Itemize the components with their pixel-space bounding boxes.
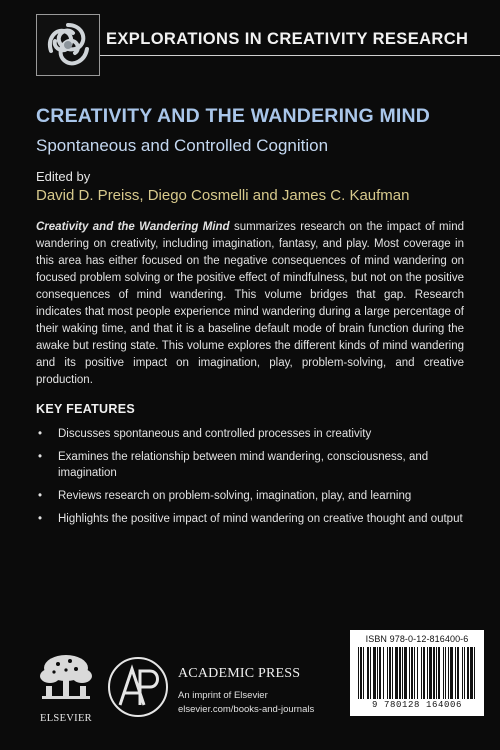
barcode-bar xyxy=(455,647,456,699)
imprint-line: An imprint of Elsevier xyxy=(178,690,268,701)
barcode-bar xyxy=(470,647,473,699)
barcode-bar xyxy=(457,647,459,699)
key-features-list xyxy=(36,426,466,534)
barcode-bar xyxy=(417,647,418,699)
barcode-bar xyxy=(464,647,465,699)
feature-text: Reviews research on problem-solving, imagination, play, and learning xyxy=(58,490,412,502)
book-title: CREATIVITY AND THE WANDERING MIND xyxy=(36,105,431,127)
list-item xyxy=(36,511,466,527)
elsevier-tree-logo-icon xyxy=(36,652,96,706)
barcode-bar xyxy=(427,647,428,699)
edited-by-label: Edited by xyxy=(36,169,91,184)
barcode-bar xyxy=(367,647,369,699)
barcode-bar xyxy=(414,647,415,699)
barcode-bar xyxy=(409,647,410,699)
list-item xyxy=(36,488,466,504)
book-description xyxy=(36,219,464,389)
academic-press-ap-logo-icon xyxy=(106,655,170,719)
barcode-bar xyxy=(450,647,453,699)
barcode-bar xyxy=(383,647,384,699)
feature-text: Discusses spontaneous and controlled processes in creativity xyxy=(58,428,372,440)
description-lead-title: Creativity and the Wandering Mind xyxy=(36,221,230,233)
elsevier-wordmark: ELSEVIER xyxy=(40,713,92,724)
barcode-bar xyxy=(445,647,446,699)
barcode-bar xyxy=(429,647,432,699)
elsevier-logo xyxy=(36,652,96,724)
knot-emblem-icon xyxy=(37,15,99,75)
series-divider xyxy=(100,55,500,56)
barcode-bar xyxy=(360,647,362,699)
key-features-heading: KEY FEATURES xyxy=(36,402,135,416)
book-subtitle: Spontaneous and Controlled Cognition xyxy=(36,136,329,155)
barcode-block xyxy=(350,630,484,716)
barcode-bar xyxy=(448,647,449,699)
list-item xyxy=(36,426,466,442)
barcode-bar xyxy=(402,647,403,699)
list-item xyxy=(36,449,466,481)
barcode-bars xyxy=(356,647,478,699)
barcode-bar xyxy=(387,647,388,699)
bullet-icon: • xyxy=(38,451,43,463)
barcode-bar xyxy=(389,647,391,699)
academic-press-text xyxy=(178,666,314,715)
bullet-icon: • xyxy=(38,513,43,525)
barcode-bar xyxy=(373,647,376,699)
barcode-bar xyxy=(379,647,381,699)
barcode-bar xyxy=(392,647,393,699)
barcode-bar xyxy=(404,647,407,699)
isbn-label: ISBN 978-0-12-816400-6 xyxy=(365,634,469,644)
feature-text: Examines the relationship between mind wandering, consciousness, and imagination xyxy=(58,451,429,479)
barcode-bar xyxy=(370,647,371,699)
feature-text: Highlights the positive impact of mind wandering on creative thought and output xyxy=(58,513,463,525)
barcode-bar xyxy=(462,647,463,699)
barcode-bar xyxy=(433,647,435,699)
barcode-bar xyxy=(411,647,413,699)
barcode-bar xyxy=(377,647,378,699)
publisher-url: elsevier.com/books-and-journals xyxy=(178,704,315,715)
barcode-bar xyxy=(363,647,364,699)
bullet-icon: • xyxy=(38,490,43,502)
barcode-bar xyxy=(358,647,359,699)
academic-press-name: ACADEMIC PRESS xyxy=(178,666,301,681)
barcode-bar xyxy=(423,647,425,699)
series-title: EXPLORATIONS IN CREATIVITY RESEARCH xyxy=(106,30,469,48)
description-body: summarizes research on the impact of mind wandering on creativity, including imagination, fantasy, and play. Most coverage in this area has either focused on the negative consequences of mind wandering on focused problem solving or the positive effect of mindfulness, but not on the positive consequences of mind wandering. This volume bridges that gap. Research indicates that most people experience mind wandering during a large percentage of their waking time, and that it is a baseline default mode of brain function during the awake but resting state. This volume explores the different kinds of mind wandering and its positive impact on imagination, play, problem-solving, and creative production. xyxy=(36,221,464,386)
editors-names: David D. Preiss, Diego Cosmelli and James C. Kaufman xyxy=(36,187,410,204)
academic-press-logo xyxy=(106,655,170,724)
series-logo xyxy=(36,14,100,76)
bullet-icon: • xyxy=(38,428,43,440)
barcode-digits: 9 780128 164006 xyxy=(371,700,462,710)
barcode-bar xyxy=(436,647,437,699)
barcode-bar xyxy=(395,647,398,699)
barcode-bar xyxy=(399,647,401,699)
barcode-bar xyxy=(474,647,475,699)
barcode-bar xyxy=(438,647,440,699)
barcode-bar xyxy=(443,647,444,699)
barcode-bar xyxy=(467,647,469,699)
barcode-bar xyxy=(421,647,422,699)
